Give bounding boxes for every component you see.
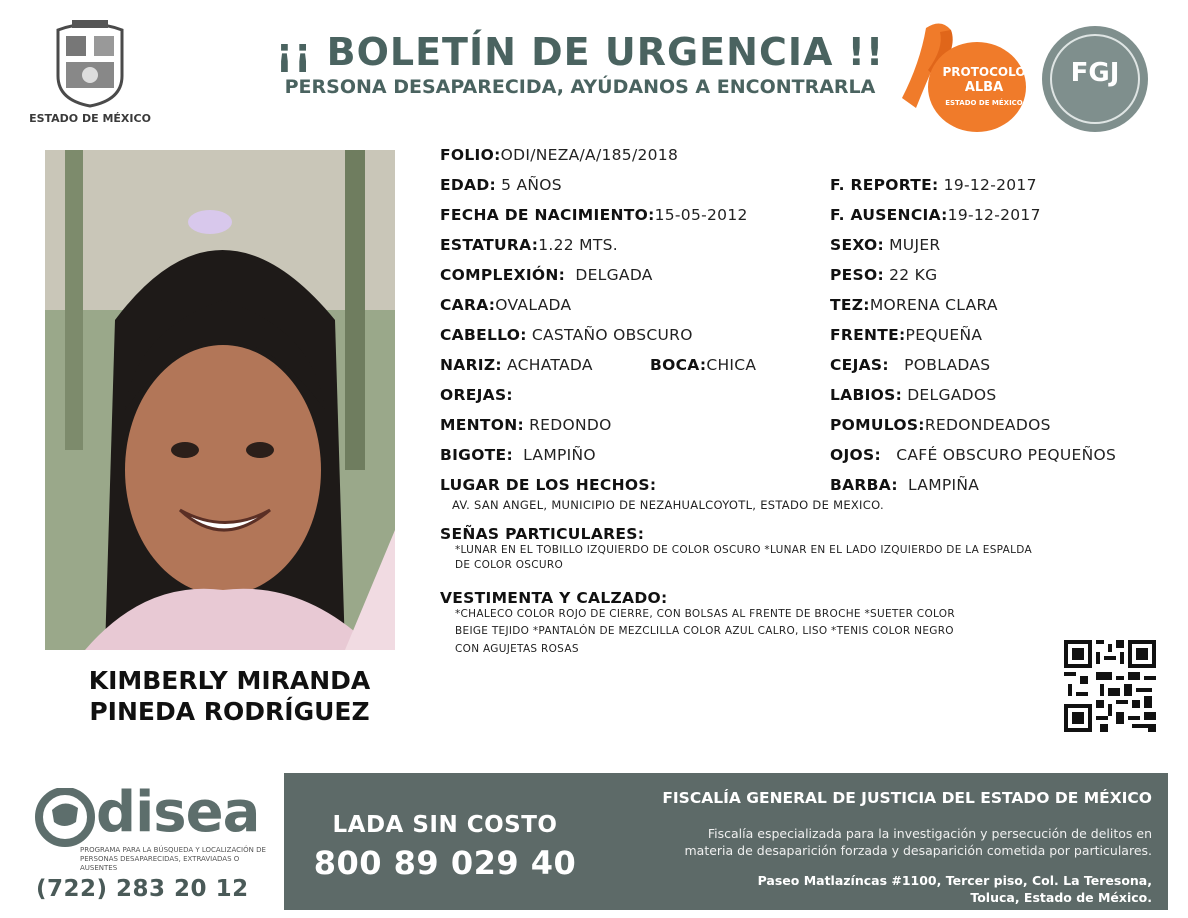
lada-label: LADA SIN COSTO: [332, 812, 558, 838]
field-label: BOCA:: [650, 356, 707, 374]
odisea-description: PROGRAMA PARA LA BÚSQUEDA Y LOCALIZACIÓN DE PERSONAS DESAPARECIDAS, EXTRAVIADAS O AUSENTES: [80, 846, 266, 872]
vestimenta-line3: CON AGUJETAS ROSAS: [455, 643, 579, 655]
odisea-pin-icon: [34, 788, 96, 850]
field-edad: [440, 175, 562, 194]
field-value: 1.22 MTS.: [538, 236, 618, 254]
field-f-ausencia: [830, 205, 1041, 224]
vestimenta-label: VESTIMENTA Y CALZADO:: [440, 589, 668, 607]
field-tez: [830, 295, 998, 314]
field-label: FECHA DE NACIMIENTO:: [440, 206, 655, 224]
field-value: REDONDEADOS: [924, 416, 1051, 434]
field-value: CASTAÑO OBSCURO: [531, 326, 693, 344]
bulletin-title: ¡¡ BOLETÍN DE URGENCIA !!: [275, 30, 885, 74]
field-value: 19-12-2017: [943, 176, 1037, 194]
field-value: CAFÉ OBSCURO PEQUEÑOS: [896, 446, 1117, 464]
field-label: EDAD:: [440, 176, 497, 194]
field-lugar-value: AV. SAN ANGEL, MUNICIPIO DE NEZAHUALCOYOTL, ESTADO DE MEXICO.: [452, 498, 884, 512]
odisea-phone: (722) 283 20 12: [36, 876, 249, 902]
field-value: DELGADA: [575, 266, 653, 284]
field-estatura: [440, 235, 618, 254]
field-value: POBLADAS: [904, 356, 991, 374]
field-menton: [440, 415, 612, 434]
field-labios: [830, 385, 997, 404]
vestimenta-line1: *CHALECO COLOR ROJO DE CIERRE, CON BOLSAS AL FRENTE DE BROCHE *SUETER COLOR: [455, 608, 955, 620]
field-cabello: [440, 325, 693, 344]
field-sexo: [830, 235, 940, 254]
fgj-address-line1: Paseo Matlazíncas #1100, Tercer piso, Col. La Teresona,: [757, 873, 1152, 888]
fgj-address: [600, 872, 1152, 906]
person-name-line1: KIMBERLY MIRANDA: [88, 666, 371, 695]
field-label: F. AUSENCIA:: [830, 206, 948, 224]
field-label: NARIZ:: [440, 356, 502, 374]
field-label: POMULOS:: [830, 416, 925, 434]
field-ojos: [830, 445, 1116, 464]
field-orejas: [440, 385, 513, 404]
field-value: LAMPIÑO: [523, 446, 596, 464]
field-cara: [440, 295, 571, 314]
field-label: LUGAR DE LOS HECHOS:: [440, 476, 657, 494]
field-label: CEJAS:: [830, 356, 889, 374]
field-complexion: [440, 265, 653, 284]
field-label: F. REPORTE:: [830, 176, 939, 194]
bulletin-subtitle: PERSONA DESAPARECIDA, AYÚDANOS A ENCONTRARLA: [284, 76, 876, 98]
field-value: LAMPIÑA: [908, 476, 980, 494]
field-value: CHICA: [706, 356, 757, 374]
field-value: 15-05-2012: [654, 206, 748, 224]
vestimenta-line2: BEIGE TEJIDO *PANTALÓN DE MEZCLILLA COLOR AZUL CALRO, LISO *TENIS COLOR NEGRO: [455, 625, 954, 637]
field-label: FOLIO:: [440, 146, 501, 164]
alba-line1: PROTOCOLO: [942, 65, 1026, 79]
field-pomulos: [830, 415, 1051, 434]
field-value: 19-12-2017: [947, 206, 1041, 224]
field-label: CABELLO:: [440, 326, 527, 344]
field-value: PEQUEÑA: [905, 326, 983, 344]
senas-line1: *LUNAR EN EL TOBILLO IZQUIERDO DE COLOR OSCURO *LUNAR EN EL LADO IZQUIERDO DE LA ESPALDA: [455, 544, 1032, 556]
field-cejas: [830, 355, 990, 374]
field-boca: [650, 355, 756, 374]
field-value: DELGADOS: [907, 386, 997, 404]
field-lugar: [440, 475, 656, 494]
field-frente: [830, 325, 982, 344]
lada-number: 800 89 029 40: [313, 844, 577, 882]
field-bigote: [440, 445, 596, 464]
field-label: COMPLEXIÓN:: [440, 266, 566, 284]
person-name: [62, 665, 397, 727]
field-label: OREJAS:: [440, 386, 513, 404]
fgj-address-line2: Toluca, Estado de México.: [970, 890, 1152, 905]
alba-line2: ALBA: [964, 80, 1004, 95]
field-label: FRENTE:: [830, 326, 906, 344]
coat-of-arms-label: ESTADO DE MÉXICO: [29, 112, 151, 125]
field-value: REDONDO: [529, 416, 612, 434]
senas-line2: DE COLOR OSCURO: [455, 559, 564, 571]
field-value: ODI/NEZA/A/185/2018: [500, 146, 679, 164]
field-label: ESTATURA:: [440, 236, 539, 254]
field-f-reporte: [830, 175, 1037, 194]
field-barba: [830, 475, 979, 494]
field-value: 5 AÑOS: [501, 176, 562, 194]
missing-person-photo: [45, 150, 395, 650]
field-label: OJOS:: [830, 446, 881, 464]
child-portrait-icon: [45, 150, 395, 650]
field-nariz: [440, 355, 593, 374]
fgj-name: FISCALÍA GENERAL DE JUSTICIA DEL ESTADO DE MÉXICO: [662, 789, 1152, 807]
field-value: MORENA CLARA: [869, 296, 998, 314]
fgj-description: [600, 825, 1152, 859]
field-label: MENTON:: [440, 416, 525, 434]
senas-label: SEÑAS PARTICULARES:: [440, 525, 645, 543]
field-peso: [830, 265, 937, 284]
field-folio: [440, 145, 678, 164]
coat-of-arms-icon: [52, 20, 128, 108]
fgj-seal-label: FGJ: [1070, 58, 1120, 88]
field-label: PESO:: [830, 266, 884, 284]
field-label: CARA:: [440, 296, 496, 314]
field-label: LABIOS:: [830, 386, 903, 404]
field-label: BIGOTE:: [440, 446, 513, 464]
field-value: MUJER: [889, 236, 941, 254]
person-name-line2: PINEDA RODRÍGUEZ: [89, 697, 370, 726]
fgj-description-line2: materia de desaparición forzada y desaparición cometida por particulares.: [684, 843, 1152, 858]
field-value: OVALADA: [495, 296, 572, 314]
odisea-logo-text: disea: [96, 780, 260, 845]
field-value: ACHATADA: [507, 356, 593, 374]
field-label: TEZ:: [830, 296, 870, 314]
field-value: 22 KG: [889, 266, 938, 284]
field-label: BARBA:: [830, 476, 898, 494]
qr-code-icon: [1064, 640, 1156, 732]
fgj-description-line1: Fiscalía especializada para la investigación y persecución de delitos en: [707, 826, 1152, 841]
alba-line3: ESTADO DE MÉXICO: [945, 99, 1023, 107]
field-label: SEXO:: [830, 236, 885, 254]
field-fecha-nacimiento: [440, 205, 748, 224]
